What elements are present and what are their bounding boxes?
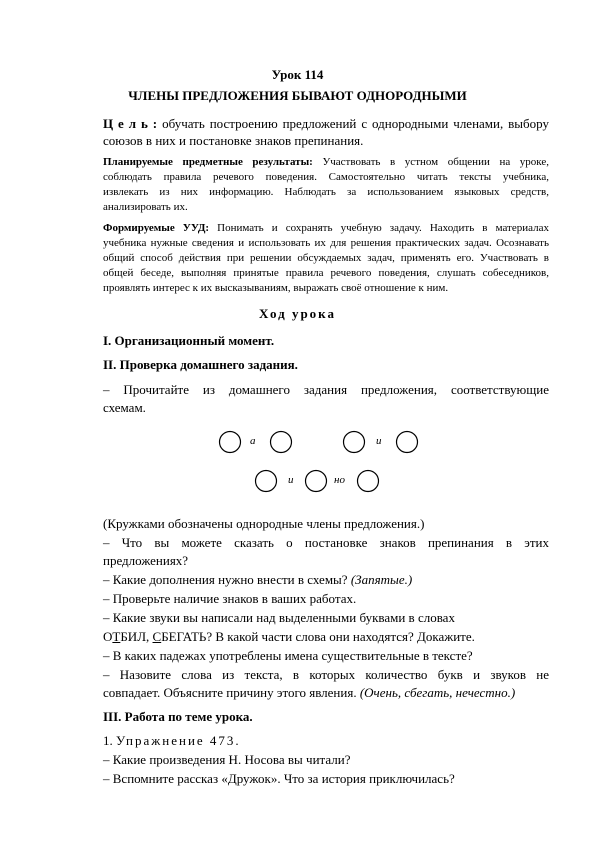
section-2-heading: II. Проверка домашнего задания. xyxy=(103,357,298,372)
goal-text-1: обучать построению предложений с однородными членами, выбору xyxy=(162,116,549,131)
question-7-line-1: – Назовите слова из текста, в которых количество букв и звуков не xyxy=(103,667,549,682)
planned-text-1: Участвовать в устном общении на уроке, xyxy=(322,156,550,168)
word-otbil: ОТБИЛ, xyxy=(103,629,150,644)
scheme-circle xyxy=(271,432,292,453)
question-1-line-2: предложениях? xyxy=(103,553,189,568)
uud-line-5: проявлять интерес к их высказываниям, выражать своё отношение к ним. xyxy=(103,282,449,294)
question-6: – В каких падежах употреблены имена существительные в тексте? xyxy=(103,648,473,663)
exercise-number: 1. xyxy=(103,733,113,748)
section-3-heading: III. Работа по теме урока. xyxy=(103,709,253,724)
exercise-label: Упражнение 473. xyxy=(116,733,241,748)
planned-line-2: соблюдать правила речевого поведения. Самостоятельно читать тексты учебника, xyxy=(103,171,549,183)
question-2-text: – Какие дополнения нужно внести в схемы? xyxy=(103,572,348,587)
section-1-heading: I. Организационный момент. xyxy=(103,333,275,348)
underlined-letter: Т xyxy=(112,629,121,644)
homework-line-1: – Прочитайте из домашнего задания предложения, соответствующие xyxy=(103,382,549,397)
uud-line-4: общей беседе, выполняя принятые правила речевого поведения, слушать собеседников, xyxy=(103,267,549,279)
uud-label: Формируемые УУД: xyxy=(103,222,210,234)
exercise-question-1: – Какие произведения Н. Носова вы читали? xyxy=(103,752,351,767)
scheme-note: (Кружками обозначены однородные члены предложения.) xyxy=(103,516,425,531)
goal-line-2: союзов в них и постановке знаков препинания. xyxy=(103,133,364,148)
scheme-circle xyxy=(306,471,327,492)
planned-label: Планируемые предметные результаты: xyxy=(103,156,313,168)
underlined-letter: С xyxy=(152,629,162,644)
question-7-text: совпадает. Объясните причину этого явления. xyxy=(103,685,357,700)
homework-line-2: схемам. xyxy=(103,400,146,415)
planned-line-3: извлекать из них информацию. Наблюдать за использованием языковых средств, xyxy=(103,186,549,198)
question-7-line-2 xyxy=(103,685,515,701)
planned-line-4: анализировать их. xyxy=(103,201,188,213)
goal-label: Ц е л ь : xyxy=(103,116,158,131)
scheme-circle xyxy=(256,471,277,492)
question-3: – Проверьте наличие знаков в ваших работах. xyxy=(103,591,357,606)
scheme-circle xyxy=(220,432,241,453)
question-4: – Какие звуки вы написали над выделенными буквами в словах xyxy=(103,610,455,625)
scheme-conjunction-i: и xyxy=(288,474,294,486)
question-5-text: В какой части слова они находятся? Докажите. xyxy=(215,629,475,644)
scheme-circle xyxy=(344,432,365,453)
scheme-circle xyxy=(358,471,379,492)
exercise-heading xyxy=(103,733,241,749)
lesson-progress-heading: Ход урока xyxy=(259,306,336,321)
uud-line-3: общий способ действия при решении обсуждаемых задач, применять его. Участвовать в xyxy=(103,252,549,264)
question-7-answer: (Очень, сбегать, нечестно.) xyxy=(359,685,516,700)
uud-line-2: учебника нужные сведения и использовать их для решения практических задач. Осознавать xyxy=(103,237,549,249)
question-2 xyxy=(103,572,412,588)
uud-text-1: Понимать и сохранять учебную задачу. Находить в материалах xyxy=(217,222,549,234)
scheme-conjunction-a: а xyxy=(250,435,256,447)
lesson-number: Урок 114 xyxy=(271,67,324,82)
word-sbegat: СБЕГАТЬ? xyxy=(152,629,213,644)
scheme-circle xyxy=(397,432,418,453)
question-5 xyxy=(103,629,475,645)
exercise-question-2: – Вспомните рассказ «Дружок». Что за история приключилась? xyxy=(103,771,455,786)
lesson-title: ЧЛЕНЫ ПРЕДЛОЖЕНИЯ БЫВАЮТ ОДНОРОДНЫМИ xyxy=(128,88,467,103)
scheme-conjunction-no: но xyxy=(334,474,345,486)
scheme-conjunction-i: и xyxy=(376,435,382,447)
question-2-answer: (Запятые.) xyxy=(350,572,413,587)
question-1-line-1: – Что вы можете сказать о постановке знаков препинания в этих xyxy=(103,535,549,550)
